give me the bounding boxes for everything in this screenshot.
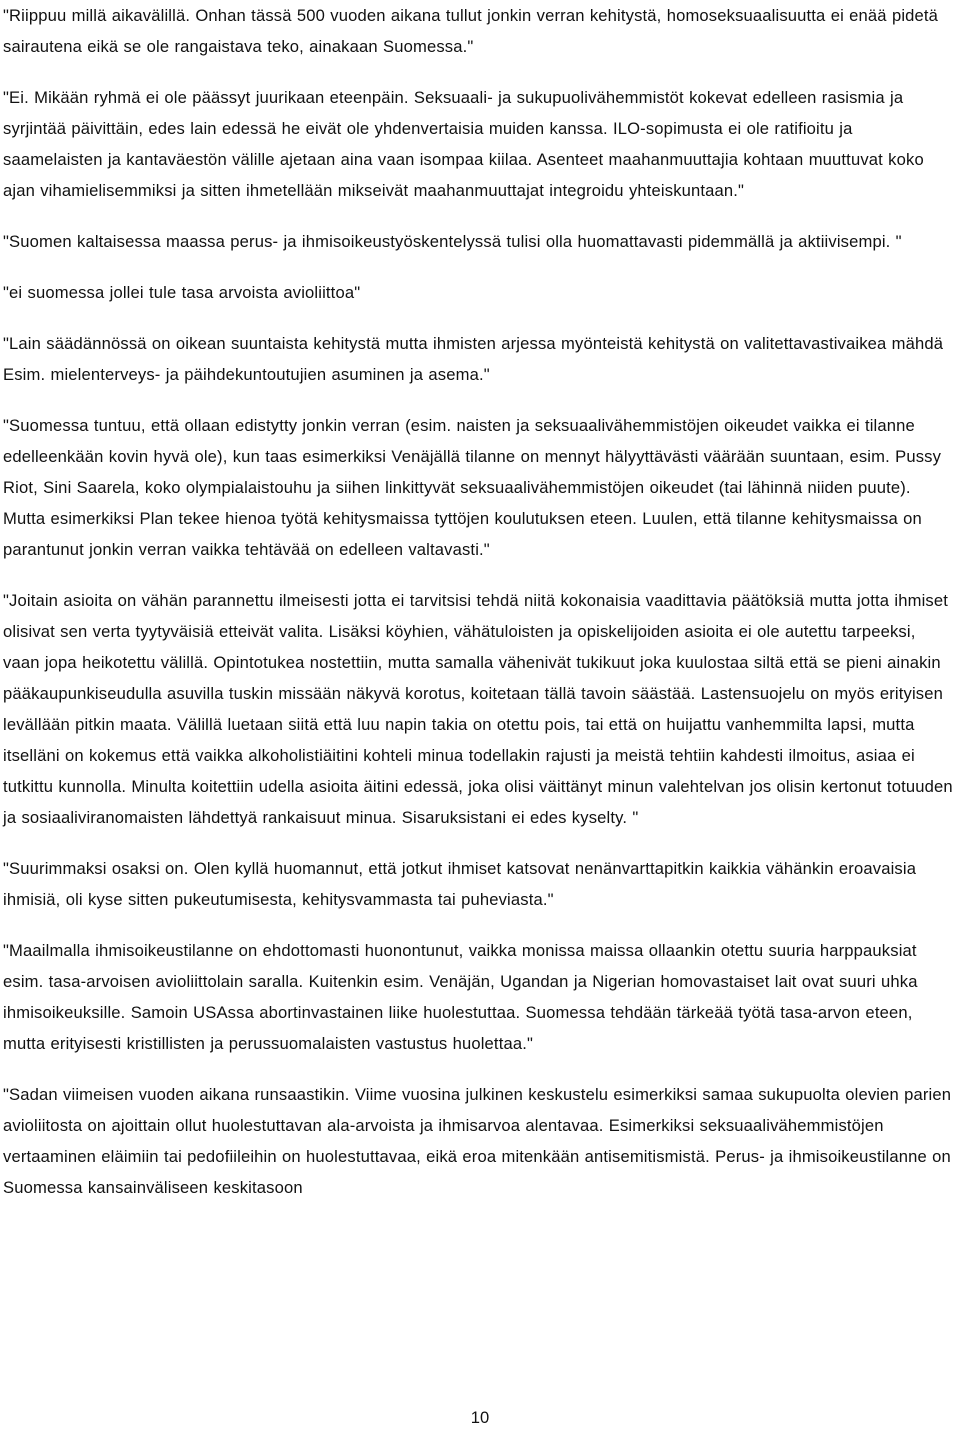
paragraph-5: "Lain säädännössä on oikean suuntaista kehitystä mutta ihmisten arjessa myönteistä kehitystä on valitettavastivaikea mähdä Esim. mielenterveys- ja päihdekuntoutujien asuminen ja asema." xyxy=(3,334,944,384)
paragraph-1: "Riippuu millä aikavälillä. Onhan tässä 500 vuoden aikana tullut jonkin verran kehitystä, homoseksuaalisuutta ei enää pidetä sairautena eikä se ole rangaistava teko, ainakaan Suomessa." xyxy=(3,6,939,56)
paragraph-7: "Joitain asioita on vähän parannettu ilmeisesti jotta ei tarvitsisi tehdä niitä kokonaisia vaadittavia päätöksiä mutta jotta ihmiset olisivat sen verta tyytyväisiä etteivät valita. Lisäksi köyhien, vähätuloisten ja opiskelijoiden asioita ei ole autettu tarpeeksi, vaan jopa heikotettu välillä. Opintotukea nostettiin, mutta samalla vähenivät tukikuut joka kuulostaa siltä että se pieni ainakin pääkaupunkiseudulla asuvilla tuskin missään näkyvä korotus, koitetaan tällä tavoin säästää. Lastensuojelu on myös erityisen levällään pitkin maata. Välillä luetaan siitä että luu napin takia on otettu pois, tai että on huijattu vanhemmilta lapsi, mutta itselläni on kokemus että vaikka alkoholistiäitini kohteli minua todellakin rajusti ja meistä tehtiin kahdesti ilmoitus, asiaa ei tutkittu kunnolla. Minulta koitettiin udella asioita äitini edessä, joka olisi väittänyt minun valehtelvan jos olisin kertonut totuuden ja sosiaaliviranomaisten lähdettyä rankaisuut minua. Sisaruksistani ei edes kyselty. " xyxy=(3,591,953,827)
paragraph-3: "Suomen kaltaisessa maassa perus- ja ihmisoikeustyöskentelyssä tulisi olla huomattavasti pidemmällä ja aktiivisempi. " xyxy=(3,232,902,251)
paragraph-9: "Maailmalla ihmisoikeustilanne on ehdottomasti huonontunut, vaikka monissa maissa ollaankin otettu suuria harppauksiat esim. tasa-arvoisen avioliittolain saralla. Kuitenkin esim. Venäjän, Ugandan ja Nigerian homovastaiset lait ovat suuri uhka ihmisoikeuksille. Samoin USAssa abortinvastainen liike huolestuttaa. Suomessa tehdään tärkeää työtä tasa-arvon eteen, mutta erityisesti kristillisten ja perussuomalaisten vastustus huolettaa." xyxy=(3,941,918,1053)
paragraph-10: "Sadan viimeisen vuoden aikana runsaastikin. Viime vuosina julkinen keskustelu esimerkiksi samaa sukupuolta olevien parien avioliitosta on ajoittain ollut huolestuttavan ala-arvoista ja ihmisarvoa alentavaa. Esimerkiksi seksuaalivähemmistöjen vertaaminen eläimiin tai pedofiileihin on huolestuttavaa, eikä eroa mitenkään antisemitismistä. Perus- ja ihmisoikeustilanne on Suomessa kansainväliseen keskitasoon xyxy=(3,1085,952,1197)
paragraph-6: "Suomessa tuntuu, että ollaan edistytty jonkin verran (esim. naisten ja seksuaalivähemmistöjen oikeudet vaikka ei tilanne edelleenkään kovin hyvä ole), kun taas esimerkiksi Venäjällä tilanne on mennyt hälyyttävästi väärään suuntaan, esim. Pussy Riot, Sini Saarela, koko olympialaistouhu ja siihen linkittyvät seksuaalivähemmistöjen oikeudet (tai lähinnä niiden puute). Mutta esimerkiksi Plan tekee hienoa työtä kehitysmaissa tyttöjen koulutuksen eteen. Luulen, että tilanne kehitysmaissa on parantunut jonkin verran vaikka tehtävää on edelleen valtavasti." xyxy=(3,416,942,559)
page-number: 10 xyxy=(470,1408,490,1427)
paragraph-2: "Ei. Mikään ryhmä ei ole päässyt juurikaan eteenpäin. Seksuaali- ja sukupuolivähemmistöt kokevat edelleen rasismia ja syrjintää päivittäin, edes lain edessä he eivät ole yhdenvertaisia muiden kanssa. ILO-sopimusta ei ole ratifioitu ja saamelaisten ja kantaväestön välille ajetaan aina vaan isompaa kiilaa. Asenteet maahanmuuttajia kohtaan muuttuvat koko ajan vihamielisemmiksi ja sitten ihmetellään mikseivät maahanmuuttajat integroidu yhteiskuntaan." xyxy=(3,88,924,200)
paragraph-4: "ei suomessa jollei tule tasa arvoista avioliittoa" xyxy=(3,283,361,302)
document-page xyxy=(3,0,957,1203)
paragraph-8: "Suurimmaksi osaksi on. Olen kyllä huomannut, että jotkut ihmiset katsovat nenänvarttapitkin kaikkia vähänkin eroavaisia ihmisiä, oli kyse sitten pukeutumisesta, kehitysvammasta tai puheviasta." xyxy=(3,859,917,909)
